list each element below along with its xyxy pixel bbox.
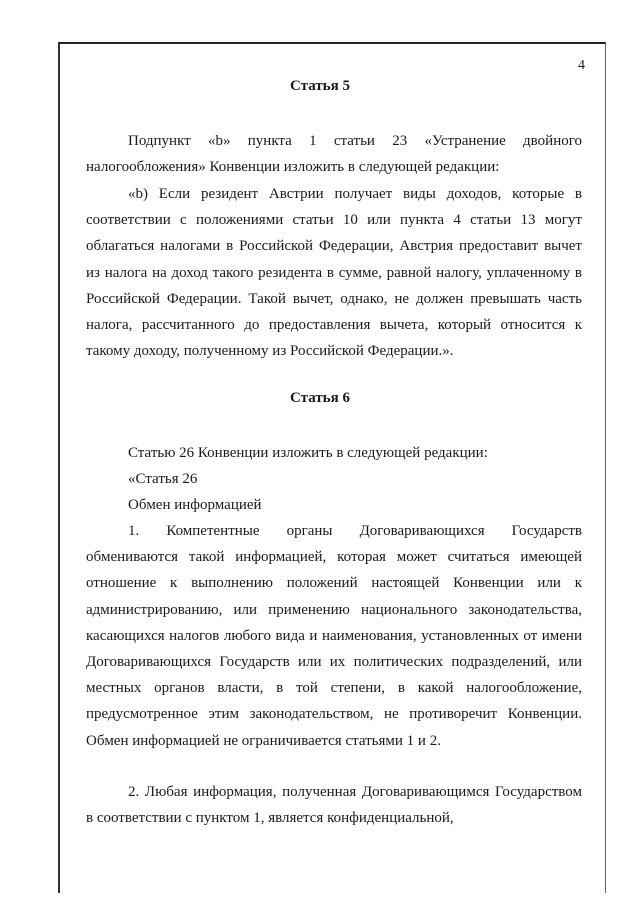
point-2-paragraph: 2. Любая информация, полученная Договаривающимся Государством в соответствии с пунктом 1, является конфиденциальной, xyxy=(86,784,582,827)
article-5-intro: Подпункт «b» пункта 1 статьи 23 «Устранение двойного налогообложения» Конвенции изложить в следующей редакции: xyxy=(86,133,582,176)
article-subtitle: Обмен информацией xyxy=(128,497,262,513)
article-6-intro: Статью 26 Конвенции изложить в следующей редакции: xyxy=(128,445,488,461)
article-5-heading: Статья 5 xyxy=(290,78,350,94)
article-6-heading: Статья 6 xyxy=(290,390,350,406)
page-number: 4 xyxy=(578,58,585,73)
point-1-paragraph: 1. Компетентные органы Договаривающихся Государств обмениваются такой информацией, которая может считаться имеющей отношение к выполнению положений настоящей Конвенции или к администрированию, или применению национального законодательства, касающихся налогов любого вида и наименования, установленных от имени Договаривающихся Государств или их политических подразделений, или местных органов власти, в той степени, в какой налогообложение, предусмотренное этим законодательством, не противоречит Конвенции. Обмен информацией не ограничивается статьями 1 и 2. xyxy=(86,523,582,749)
article-5-clause-b: «b) Если резидент Австрии получает виды доходов, которые в соответствии с положениями статьи 10 или пункта 4 статьи 13 могут облагаться налогами в Российской Федерации, Австрия предоставит вычет из налога на доход такого резидента в сумме, равной налогу, уплаченному в Российской Федерации. Такой вычет, однако, не должен превышать часть налога, рассчитанного до предоставления вычета, который относится к такому доходу, полученному из Российской Федерации.». xyxy=(86,186,582,360)
quoted-article-title: «Статья 26 xyxy=(128,471,198,487)
